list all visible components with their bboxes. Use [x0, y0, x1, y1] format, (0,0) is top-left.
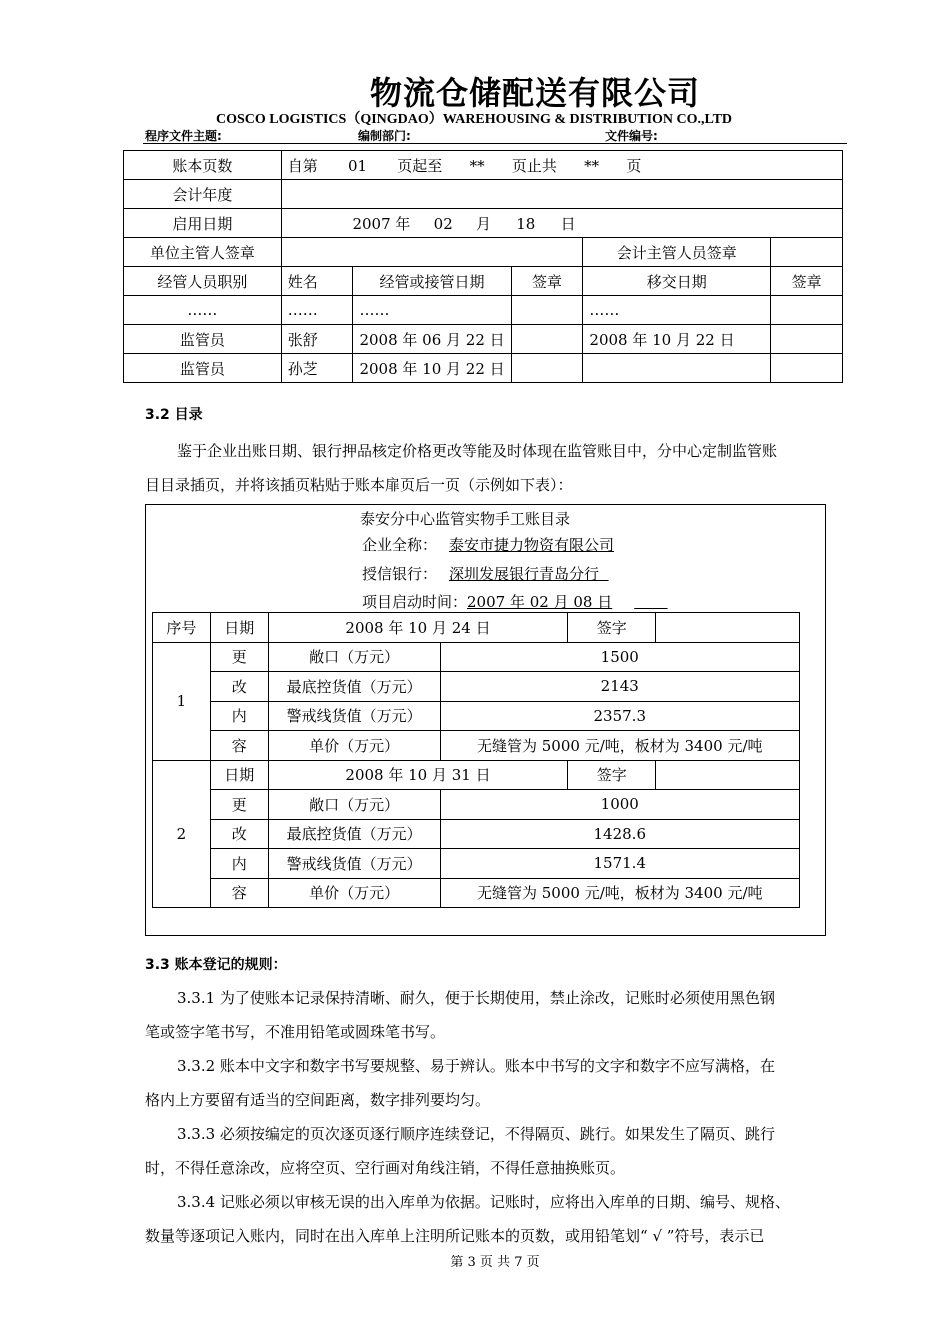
catalog-table	[152, 612, 800, 908]
section-3-2-paragraph: 鉴于企业出账日期、银行押品核定价格更改等能及时体现在监管账目中，分中心定制监管账 目目录插页，并将该插页粘贴于账本扉页后一页（示例如下表）：	[145, 442, 778, 494]
table-row: …… …… …… ……	[124, 296, 843, 325]
table-row: 监管员 孙芝 2008 年 10 月 22 日	[124, 354, 843, 383]
table-row: 监管员 张舒 2008 年 06 月 22 日 2008 年 10 月 22 日	[124, 325, 843, 354]
table-row: 容 单价（万元） 无缝管为 5000 元/吨，板材为 3400 元/吨	[153, 731, 800, 761]
entry-no: 1	[153, 642, 211, 760]
table-row: 改 最底控货值（万元） 1428.6	[153, 819, 800, 849]
catalog-start-row: 项目启动时间：2007 年 02 月 08 日	[362, 593, 613, 611]
acct-head-sign-label: 会计主管人员签章	[583, 238, 771, 267]
start-date-value: 2007 年 02 月 18 日	[281, 209, 842, 238]
page-footer: 第 3 页 共 7 页	[450, 1255, 540, 1270]
catalog-title: 泰安分中心监管实物手工账目录	[360, 510, 571, 528]
catalog-company-row: 企业全称： 泰安市捷力物资有限公司	[362, 536, 615, 554]
doc-no-label: 文件编号:	[605, 129, 658, 143]
unit-head-sign-label: 单位主管人签章	[124, 238, 282, 267]
doc-subject-label: 程序文件主题:	[145, 129, 222, 143]
year-value	[281, 180, 842, 209]
dept-label: 编制部门:	[358, 129, 411, 143]
table-row: 改 最底控货值（万元） 2143	[153, 672, 800, 702]
pages-range: 自第 01 页起至 ** 页止共 ** 页	[281, 151, 842, 180]
pages-label: 账本页数	[124, 151, 282, 180]
table-row: 内 警戒线货值（万元） 2357.3	[153, 701, 800, 731]
ledger-info-table	[123, 150, 843, 383]
start-date-label: 启用日期	[124, 209, 282, 238]
section-3-3-body: 3.3.1 为了使账本记录保持清晰、耐久，便于长期使用，禁止涂改，记账时必须使用黑色钢 笔或签字笔书写，不准用铅笔或圆珠笔书写。 3.3.2 账本中文字和数字书写要规整、易于辨认。账本中书写的文字和数字不应写满格，在 格内上方要留有适当的空间距离，数字排列要均匀。 3.3.3 必须按编定的页次逐页逐行顺序连续登记，不得隔页、跳行。如果发生了隔页、跳行 时，不得任意涂改，应将空页、空行画对角线注销，不得任意抽换账页。 3.3.4 记账必须以审核无误的出入库单为依据。记账时，应将出入库单的日期、编号、规格、 数量等逐项记入账内，同时在出入库单上注明所记账本的页数，或用铅笔划“ √ ”符号，表示已	[145, 989, 790, 1245]
section-3-2-title: 3.2 目录	[145, 407, 203, 423]
section-3-3-title: 3.3 账本登记的规则：	[145, 957, 287, 973]
header-rule	[143, 143, 847, 144]
unit-head-sign-value	[281, 238, 583, 267]
company-title-en: COSCO LOGISTICS（QINGDAO）WAREHOUSING & DISTRIBUTION CO.,LTD	[216, 112, 733, 127]
catalog-start-date: 2007 年 02 月 08 日	[467, 593, 613, 611]
catalog-bank: 深圳发展银行青岛分行	[449, 565, 600, 583]
acct-head-sign-value	[771, 238, 843, 267]
catalog-company: 泰安市捷力物资有限公司	[449, 536, 615, 554]
entry-no: 2	[153, 760, 211, 908]
catalog-bank-row: 授信银行： 深圳发展银行青岛分行	[362, 565, 600, 583]
staff-header-row: 经管人员职别 姓名 经管或接管日期 签章 移交日期 签章	[124, 267, 843, 296]
table-row: 1 更 敞口（万元） 1500	[153, 642, 800, 672]
table-row: 容 单价（万元） 无缝管为 5000 元/吨，板材为 3400 元/吨	[153, 878, 800, 908]
table-row: 内 警戒线货值（万元） 1571.4	[153, 849, 800, 879]
company-title-cn: 物流仓储配送有限公司	[369, 74, 700, 112]
table-row: 2 日期 2008 年 10 月 31 日 签字	[153, 760, 800, 790]
year-label: 会计年度	[124, 180, 282, 209]
table-row: 更 敞口（万元） 1000	[153, 790, 800, 820]
catalog-header-row: 序号 日期 2008 年 10 月 24 日 签字	[153, 613, 800, 643]
